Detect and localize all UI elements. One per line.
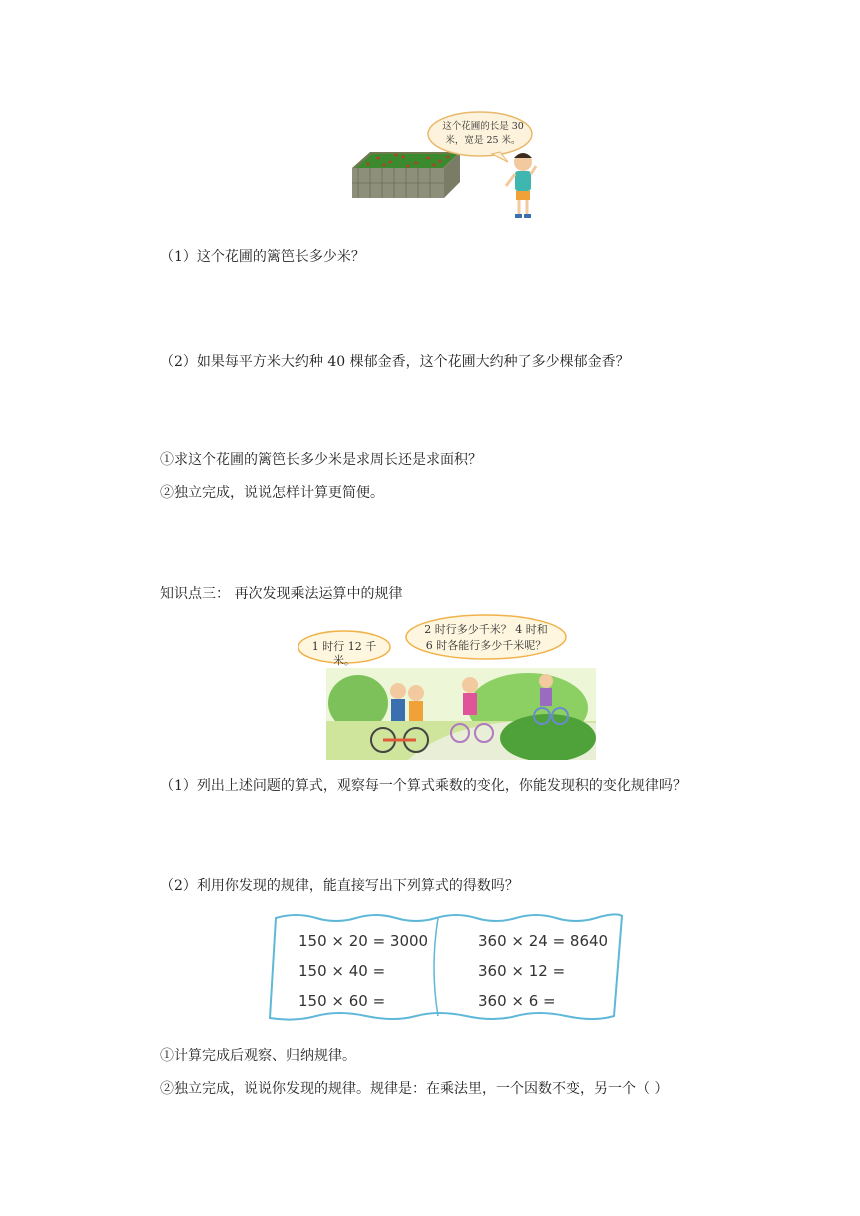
equation: 360 × 24 = 8640 [478, 932, 609, 950]
equation: 360 × 6 = [478, 992, 556, 1010]
garden-speech-text: 这个花圃的长是 30 米，宽是 25 米。 [442, 121, 524, 146]
equations-left [298, 926, 428, 1016]
equation: 150 × 40 = [298, 962, 386, 980]
question-4: （2）利用你发现的规律，能直接写出下列算式的得数吗？ [160, 878, 519, 894]
hint-3: ①计算完成后观察、归纳规律。 [160, 1048, 356, 1064]
equations-right [478, 926, 608, 1016]
question-1: （1）这个花圃的篱笆长多少米？ [160, 249, 365, 265]
equation: 360 × 12 = [478, 962, 566, 980]
section-title: 知识点三： 再次发现乘法运算中的规律 [160, 586, 403, 602]
hint-4: ②独立完成，说说你发现的规律。规律是：在乘法里，一个因数不变，另一个（ ） [160, 1081, 669, 1097]
speech-right-text: 2 时行多少千米？ 4 时和 6 时各能行多少千米呢？ [424, 623, 548, 652]
question-3: （1）列出上述问题的算式，观察每一个算式乘数的变化，你能发现积的变化规律吗？ [160, 778, 687, 794]
equation: 150 × 20 = 3000 [298, 932, 429, 950]
hint-1: ①求这个花圃的篱笆长多少米是求周长还是求面积？ [160, 452, 482, 468]
equation-scroll [266, 910, 630, 1026]
cycling-illustration [298, 613, 608, 760]
hint-2: ②独立完成，说说怎样计算更简便。 [160, 485, 384, 501]
equation: 150 × 60 = [298, 992, 386, 1010]
speech-left-text: 1 时行 12 千米。 [311, 640, 377, 667]
question-2: （2）如果每平方米大约种 40 棵郁金香，这个花圃大约种了多少棵郁金香？ [160, 354, 630, 370]
garden-illustration [348, 100, 538, 225]
